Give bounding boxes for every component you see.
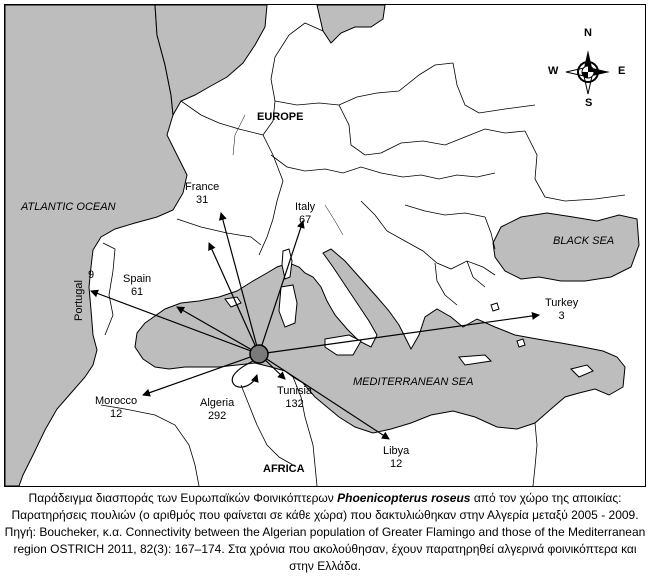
compass-east-label: E [618,65,626,77]
compass-west-label: W [548,65,559,77]
map-caption [4,490,646,575]
caption-text-start: Παράδειγμα διασποράς των Ευρωπαϊκών Φοινικόπτερων [28,491,338,505]
compass-north-label: N [584,27,592,39]
region-africa-label: AFRICA [263,463,305,475]
country-france-label: France 31 [185,181,220,206]
caption-text-end: από τον χώρο της αποικίας: Παρατηρήσεις πουλιών (ο αριθμός που φαίνεται σε κάθε χώρα) που δακτυλιώθηκαν στην Αλγερία μεταξύ 2005 - 2009. Πηγή: Boucheker, κ.α. Connectivity between the Algerian population of Greater Flamingo and those of the Mediterranean region OSTRICH 2011, 82(3): 167–174. Στα χρόνια που ακολούθησαν, έχουν παρατηρηθεί αλγερινά φοινικόπτερα και στην Ελλάδα. [4,491,646,573]
sea-black-label: BLACK SEA [553,235,615,247]
island-lesbos [491,303,499,311]
sea-atlantic-label: ATLANTIC OCEAN [21,201,116,213]
country-algeria-label: Algeria 292 [200,397,235,422]
region-europe-label: EUROPE [257,111,304,123]
country-turkey-label: Turkey 3 [545,297,579,322]
sea-mediterranean-label: MEDITERRANEAN SEA [353,376,474,388]
colony-marker [250,345,268,363]
compass-south-label: S [585,97,593,109]
country-morocco-label: Morocco 12 [95,395,138,420]
country-tunisia-label: Tunisia 132 [277,385,313,410]
country-portugal-count: 9 [88,269,95,281]
island-rhodes [517,339,525,347]
caption-species: Phoenicopterus roseus [337,491,471,505]
country-spain-label: Spain 61 [123,273,152,298]
country-portugal-label: Portugal [73,280,85,321]
country-italy-label: Italy 67 [295,201,316,226]
distribution-map [4,4,646,487]
country-libya-label: Libya 12 [383,445,410,470]
